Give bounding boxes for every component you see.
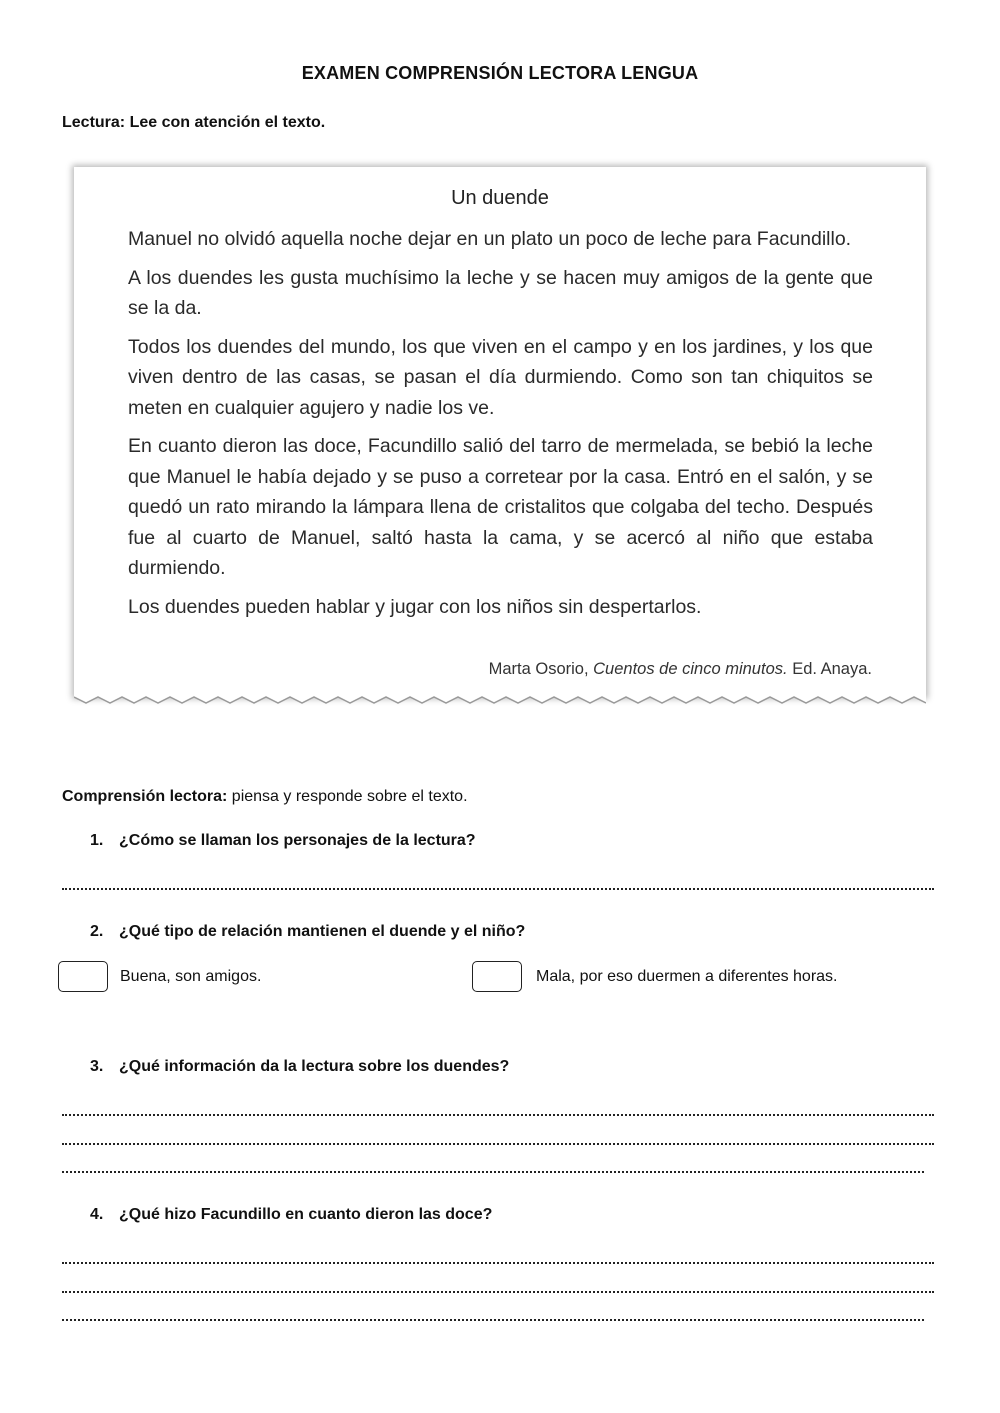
question-text: ¿Qué información da la lectura sobre los duendes? (119, 1058, 510, 1075)
question-number: 1. (90, 832, 104, 849)
question-number: 3. (90, 1058, 104, 1075)
citation-book: Cuentos de cinco minutos. (593, 660, 788, 678)
option-checkbox-buena[interactable] (58, 961, 108, 992)
story-text (128, 224, 873, 630)
answer-line[interactable] (62, 1262, 934, 1264)
reading-instruction: Lectura: Lee con atención el texto. (62, 114, 326, 131)
option-checkbox-mala[interactable] (472, 961, 522, 992)
answer-line[interactable] (62, 1143, 934, 1145)
comprehension-instruction (62, 788, 468, 806)
story-paragraph: Todos los duendes del mundo, los que viven en el campo y en los jardines, y los que viven dentro de las casas, se pasan el día durmiendo. Como son tan chiquitos se meten en cualquier agujero y nadie los ve. (128, 335, 873, 419)
option-label-mala: Mala, por eso duermen a diferentes horas. (536, 968, 838, 985)
comprehension-label-rest: piensa y responde sobre el texto. (227, 788, 468, 805)
story-paragraph: A los duendes les gusta muchísimo la leche y se hacen muy amigos de la gente que se la da. (128, 266, 873, 319)
answer-line[interactable] (62, 1319, 924, 1321)
answer-line[interactable] (62, 1171, 924, 1173)
question-text: ¿Cómo se llaman los personajes de la lectura? (119, 832, 476, 849)
citation (489, 660, 872, 679)
exam-title: EXAMEN COMPRENSIÓN LECTORA LENGUA (301, 63, 699, 83)
question-3 (90, 1058, 509, 1076)
story-paragraph: En cuanto dieron las doce, Facundillo salió del tarro de mermelada, se bebió la leche que Manuel le había dejado y se puso a corretear por la casa. Entró en el salón, y se quedó un rato mirando la lámpara llena de cristalitos que colgaba del techo. Después fue al cuarto de Manuel, saltó hasta la cama, y se acercó al niño que estaba durmiendo. (128, 435, 873, 579)
question-4 (90, 1206, 492, 1224)
question-number: 4. (90, 1206, 104, 1223)
answer-line[interactable] (62, 1291, 934, 1293)
option-label-buena: Buena, son amigos. (120, 968, 262, 985)
reading-card (74, 167, 926, 697)
question-text: ¿Qué tipo de relación mantienen el duende y el niño? (119, 923, 526, 940)
answer-line[interactable] (62, 1114, 934, 1116)
citation-publisher: Ed. Anaya. (792, 660, 872, 678)
question-2 (90, 923, 525, 941)
question-number: 2. (90, 923, 104, 940)
question-text: ¿Qué hizo Facundillo en cuanto dieron las doce? (119, 1206, 493, 1223)
comprehension-label: Comprensión lectora: (62, 788, 228, 805)
story-paragraph: Los duendes pueden hablar y jugar con los niños sin despertarlos. (128, 595, 702, 618)
torn-paper-edge (74, 693, 926, 707)
citation-author: Marta Osorio, (488, 660, 589, 678)
story-title: Un duende (451, 187, 549, 209)
story-paragraph: Manuel no olvidó aquella noche dejar en un plato un poco de leche para Facundillo. (128, 228, 852, 250)
question-1 (90, 832, 476, 850)
answer-line[interactable] (62, 888, 934, 890)
